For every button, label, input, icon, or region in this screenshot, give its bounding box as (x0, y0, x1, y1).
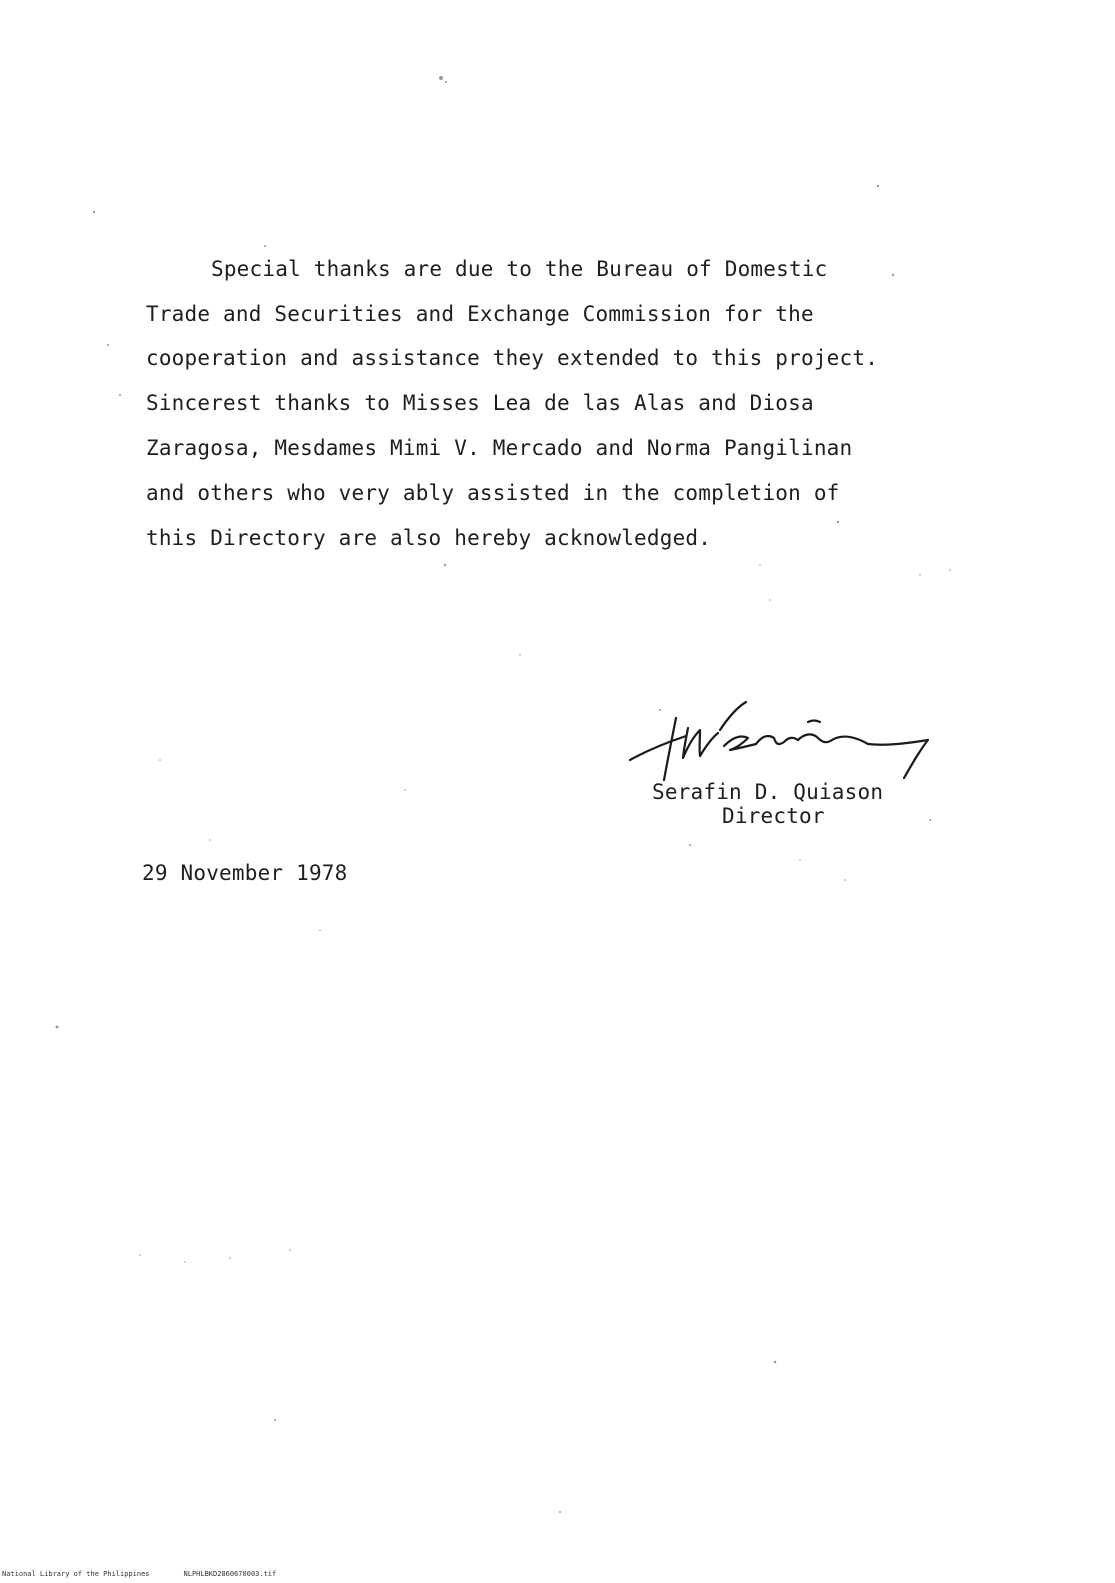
signature-block (610, 680, 950, 830)
signatory-name: Serafin D. Quiason (652, 780, 884, 804)
document-date: 29 November 1978 (142, 861, 348, 885)
paragraph-line: this Directory are also hereby acknowledged. (146, 526, 712, 550)
paragraph-line: Special thanks are due to the Bureau of Domestic (211, 257, 828, 281)
acknowledgement-paragraph (0, 0, 879, 550)
signatory-title: Director (722, 804, 825, 828)
paragraph-line: Sincerest thanks to Misses Lea de las Alas and Diosa (146, 391, 814, 415)
paragraph-line: and others who very ably assisted in the completion of (146, 481, 840, 505)
paragraph-line: cooperation and assistance they extended to this project. (146, 346, 879, 370)
library-credit: National Library of the Philippines (2, 1570, 150, 1578)
file-id: NLPHLBKD2860670003.tif (183, 1570, 277, 1578)
scan-footer (2, 1570, 310, 1578)
handwritten-signature (628, 688, 938, 783)
paragraph-line: Zaragosa, Mesdames Mimi V. Mercado and Norma Pangilinan (146, 436, 853, 460)
paragraph-line: Trade and Securities and Exchange Commission for the (146, 302, 814, 326)
